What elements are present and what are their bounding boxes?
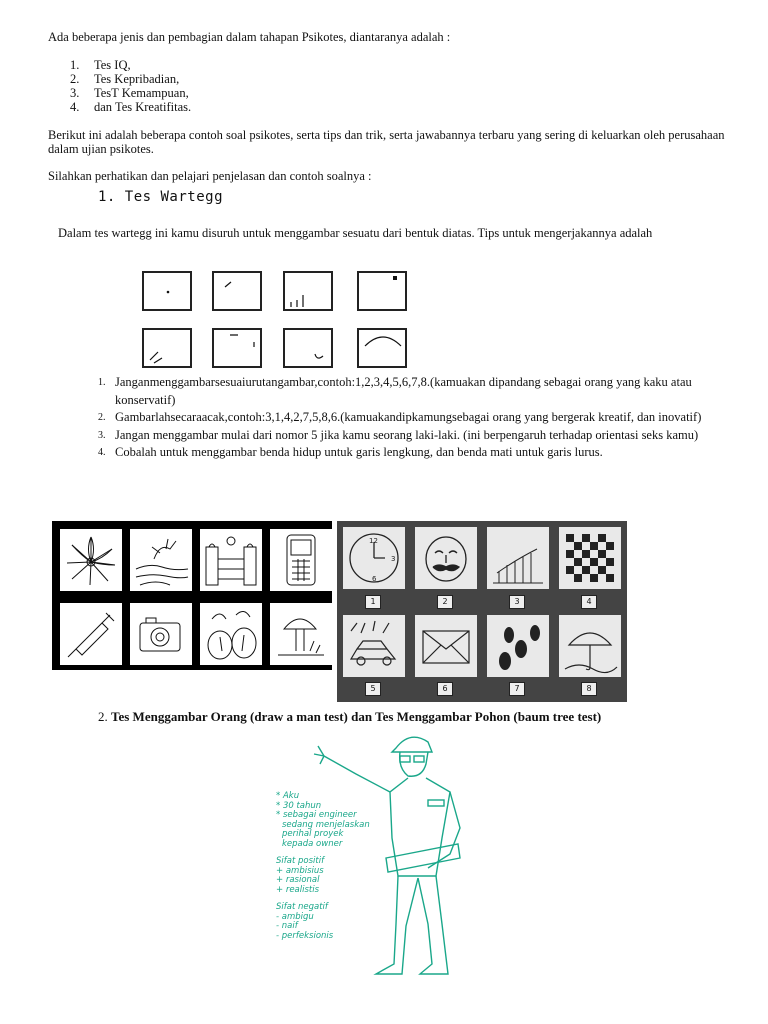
drawing-syringe [60,603,122,665]
stimulus-box [212,271,262,311]
paragraph-instruction: Silahkan perhatikan dan pelajari penjelasan dan contoh soalnya : [48,169,372,183]
drawing-chart [487,527,549,589]
drawing-footprints [487,615,549,677]
list-item: 1. Tes IQ, [70,58,131,72]
list-item: 4. dan Tes Kreatifitas. [70,100,192,114]
man-drawing-notes: * Aku * 30 tahun * sebagai engineer sedang menjelaskan perihal proyek kepada owner Sifat positif + ambisius + rasional + realistis Sifat negatif - ambigu - naif - perfeksionis [276,791,370,941]
drawing-checkerboard [559,527,621,589]
panel-label: 2 [437,595,453,609]
list-item: 3. TesT Kemampuan, [70,86,189,100]
drawing-landscape [130,529,192,591]
drawing-envelope [415,615,477,677]
paragraph-wartegg: Dalam tes wartegg ini kamu disuruh untuk menggambar sesuatu dari bentuk diatas. Tips untuk mengerjakannya adalah [58,226,653,240]
test-types-list [48,58,191,114]
drawing-phone [270,529,332,591]
stimulus-box [142,271,192,311]
stimulus-box [212,328,262,368]
intro-text: Ada beberapa jenis dan pembagian dalam tahapan Psikotes, diantaranya adalah : [48,30,451,44]
stimulus-box [283,328,333,368]
wartegg-example-panel-1 [52,521,332,670]
panel-label: 8 [581,682,597,696]
list-item: 4. Cobalah untuk menggambar benda hidup untuk garis lengkung, dan benda mati untuk garis lurus. [98,445,603,459]
wartegg-example-panel-2 [337,521,627,702]
list-item: 1. Janganmenggambarsesuaiurutangambar,contoh:1,2,3,4,5,6,7,8.(kamuakan dipandang sebagai orang yang kaku atau konservatif) [98,375,692,407]
clock-6: 6 [372,575,377,583]
panel-label: 3 [509,595,525,609]
stimulus-box [142,328,192,368]
drawing-pattern [200,603,262,665]
panel-label: 4 [581,595,597,609]
paragraph-examples: Berikut ini adalah beberapa contoh soal psikotes, serta tips dan trik, serta jawabannya terbaru yang sering di keluarkan oleh perusahaan dalam ujian psikotes. [48,128,725,156]
drawing-flower [60,529,122,591]
panel-label: 1 [365,595,381,609]
section-heading-draw-test: 2. Tes Menggambar Orang (draw a man test) dan Tes Menggambar Pohon (baum tree test) [98,709,602,724]
panel-label: 6 [437,682,453,696]
section-heading-wartegg: 1. Tes Wartegg [98,189,224,205]
drawing-camera [130,603,192,665]
clock-3: 3 [391,555,396,563]
list-item: 2. Gambarlahsecaraacak,contoh:3,1,4,2,7,5,8,6.(kamuakandipkamungsebagai orang yang bergerak kreatif, dan inovatif) [98,410,702,424]
panel-label: 7 [509,682,525,696]
drawing-umbrella [559,615,621,677]
panel-label: 5 [365,682,381,696]
drawing-mushroom [270,603,332,665]
tips-list [98,374,718,462]
stimulus-box [357,328,407,368]
list-item: 3. Jangan menggambar mulai dari nomor 5 jika kamu seorang laki-laki. (ini berpengaruh terhadap orientasi seks kamu) [98,427,699,442]
list-item: 2. Tes Kepribadian, [70,72,180,86]
drawing-car [343,615,405,677]
drawing-face [415,527,477,589]
clock-12: 12 [369,537,378,545]
drawing-clock [343,527,405,589]
stimulus-box [357,271,407,311]
stimulus-box [283,271,333,311]
drawing-gate [200,529,262,591]
